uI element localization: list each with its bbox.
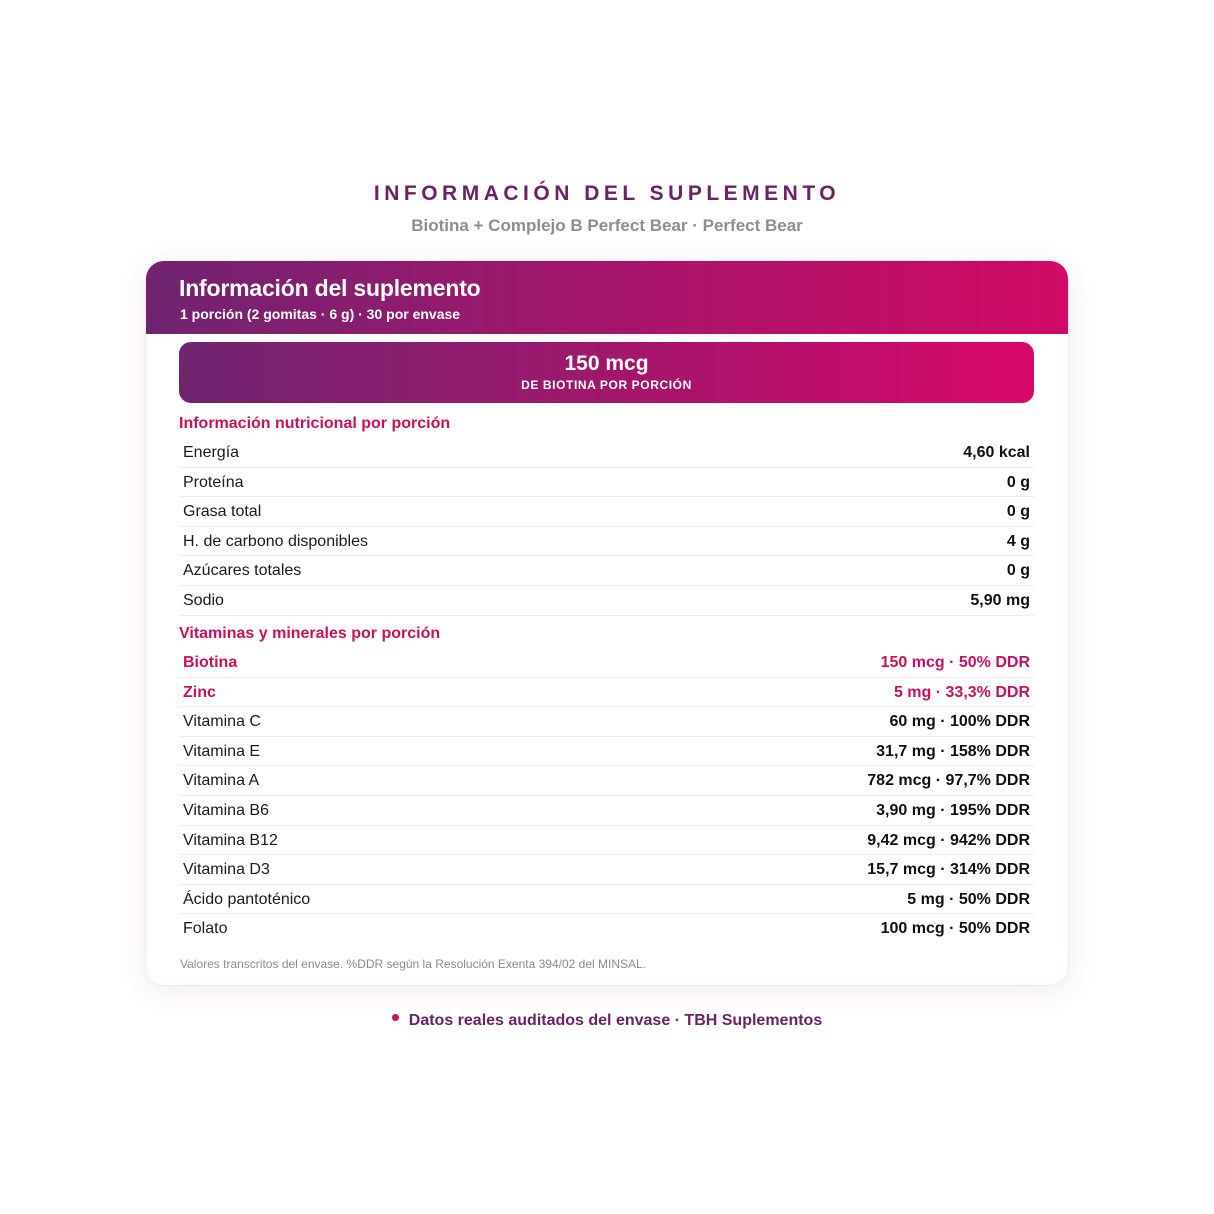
nutrition-table — [179, 438, 1034, 616]
row-value: 150 mcg · 50% DDR — [880, 654, 1030, 671]
row-label: Azúcares totales — [183, 562, 302, 580]
table-row — [179, 468, 1034, 498]
row-value: 0 g — [1006, 562, 1030, 580]
table-row — [179, 885, 1034, 915]
highlight-value: 150 mcg — [564, 352, 649, 375]
table-row — [179, 678, 1034, 708]
vitamins-section-title: Vitaminas y minerales por porción — [179, 625, 441, 642]
page-title: INFORMACIÓN DEL SUPLEMENTO — [373, 182, 841, 205]
serving-info: 1 porción (2 gomitas · 6 g) · 30 por envase — [180, 306, 461, 322]
vitamins-table — [179, 648, 1034, 944]
row-value: 3,90 mg · 195% DDR — [876, 801, 1030, 819]
row-label: H. de carbono disponibles — [183, 532, 369, 550]
row-label: Folato — [183, 920, 228, 938]
row-value: 5,90 mg — [970, 591, 1030, 609]
row-label: Biotina — [183, 654, 238, 671]
row-label: Vitamina D3 — [183, 861, 270, 879]
row-value: 60 mg · 100% DDR — [889, 713, 1030, 731]
table-row — [179, 586, 1034, 616]
row-label: Vitamina B6 — [183, 801, 269, 819]
bullet-dot-icon — [392, 1014, 399, 1021]
row-value: 5 mg · 33,3% DDR — [893, 683, 1030, 701]
footnote: Valores transcritos del envase. %DDR según la Resolución Exenta 394/02 del MINSAL. — [180, 957, 647, 971]
table-row — [179, 826, 1034, 856]
row-label: Ácido pantoténico — [183, 890, 311, 908]
row-value: 0 g — [1006, 473, 1030, 491]
table-row — [179, 556, 1034, 586]
row-label: Grasa total — [183, 503, 262, 521]
row-label: Energía — [183, 444, 240, 461]
card-title: Información del suplemento — [179, 275, 481, 301]
row-label: Vitamina B12 — [183, 831, 278, 849]
biotin-highlight-banner — [179, 342, 1034, 403]
row-value: 0 g — [1006, 503, 1030, 521]
row-label: Vitamina E — [183, 742, 261, 760]
row-value: 5 mg · 50% DDR — [907, 890, 1030, 908]
table-row — [179, 648, 1034, 678]
card-header — [146, 261, 1068, 334]
supplement-card — [146, 261, 1068, 985]
row-value: 782 mcg · 97,7% DDR — [867, 772, 1030, 790]
row-label: Sodio — [183, 591, 224, 609]
row-value: 4 g — [1006, 532, 1030, 550]
table-row — [179, 914, 1034, 944]
source-note — [0, 1012, 1214, 1030]
highlight-label: DE BIOTINA POR PORCIÓN — [521, 378, 692, 392]
table-row — [179, 796, 1034, 826]
nutrition-section-title: Información nutricional por porción — [179, 415, 451, 432]
page-subtitle: Biotina + Complejo B Perfect Bear · Perfect Bear — [411, 216, 803, 235]
table-row — [179, 707, 1034, 737]
table-row — [179, 527, 1034, 557]
row-value: 31,7 mg · 158% DDR — [876, 742, 1030, 760]
table-row — [179, 438, 1034, 468]
table-row — [179, 855, 1034, 885]
row-label: Vitamina C — [183, 713, 261, 731]
row-value: 9,42 mcg · 942% DDR — [867, 831, 1030, 849]
table-row — [179, 497, 1034, 527]
row-value: 15,7 mcg · 314% DDR — [867, 861, 1030, 879]
table-row — [179, 737, 1034, 767]
row-label: Proteína — [183, 473, 244, 491]
row-value: 4,60 kcal — [963, 444, 1030, 461]
row-value: 100 mcg · 50% DDR — [880, 920, 1030, 938]
row-label: Vitamina A — [183, 772, 260, 790]
row-label: Zinc — [183, 683, 216, 701]
table-row — [179, 766, 1034, 796]
source-note-text: Datos reales auditados del envase · TBH Suplementos — [408, 1012, 823, 1029]
